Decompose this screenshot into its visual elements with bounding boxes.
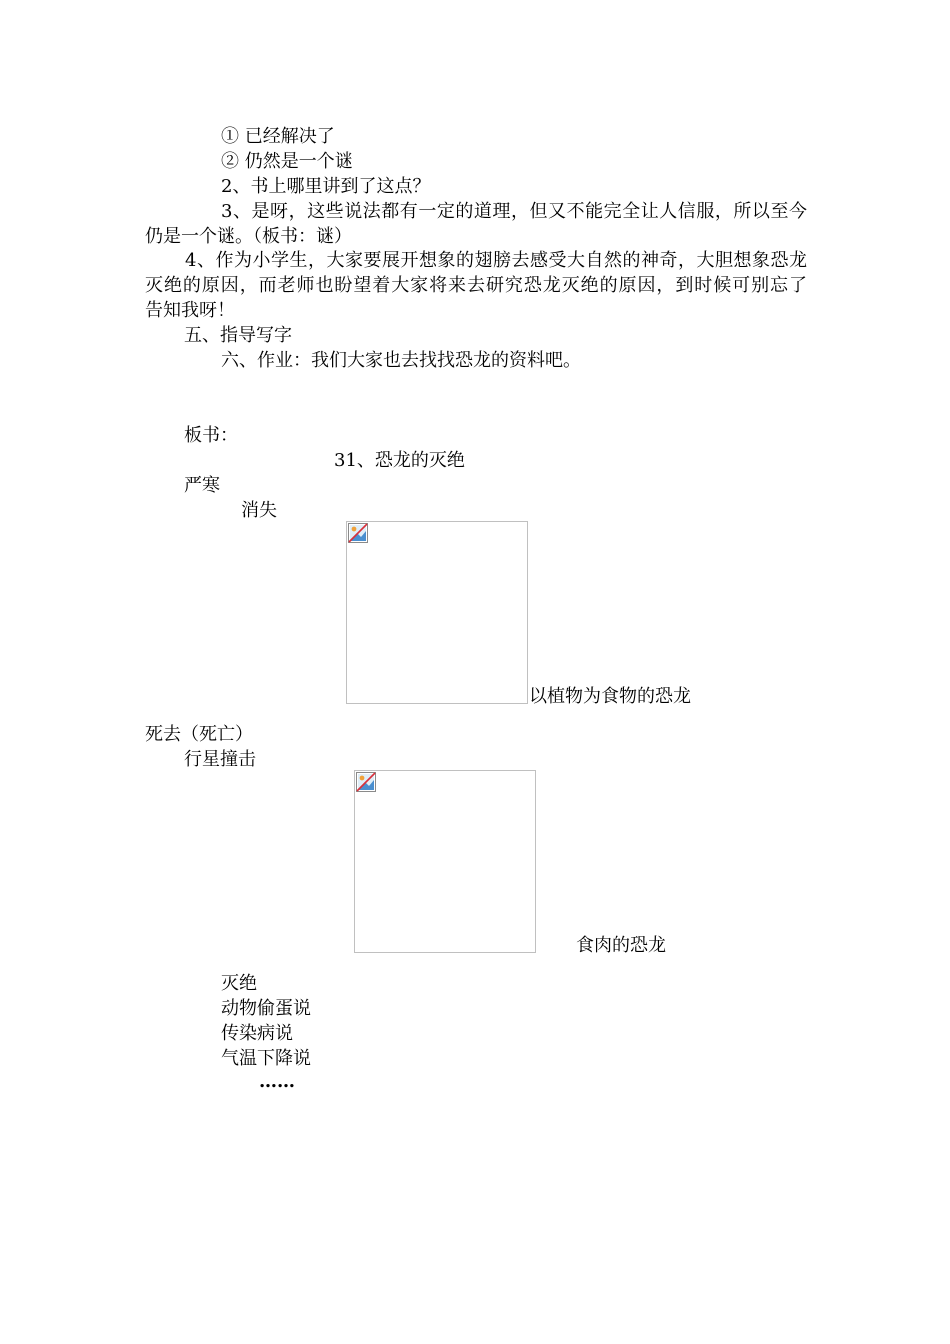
ellipsis: …… xyxy=(259,1071,295,1092)
board-carnivore: 食肉的恐龙 xyxy=(576,935,666,956)
theory-temperature: 气温下降说 xyxy=(221,1048,311,1069)
broken-image-icon xyxy=(356,772,376,792)
board-disappear: 消失 xyxy=(241,500,277,521)
question-2: 2、书上哪里讲到了这点？ xyxy=(221,176,431,197)
theory-disease: 传染病说 xyxy=(221,1023,293,1044)
section-6-homework: 六、作业：我们大家也去找找恐龙的资料吧。 xyxy=(221,350,581,371)
paragraph-3-line-2: 仍是一个谜。（板书：谜） xyxy=(145,226,352,247)
board-cold: 严寒 xyxy=(184,475,220,496)
theory-egg-stealing: 动物偷蛋说 xyxy=(221,998,311,1019)
broken-image-icon xyxy=(348,523,368,543)
paragraph-4-line-2: 灭绝的原因，而老师也盼望着大家将来去研究恐龙灭绝的原因，到时候可别忘了 xyxy=(145,275,807,296)
herbivore-image-placeholder xyxy=(346,521,528,704)
paragraph-4-line-3: 告知我呀！ xyxy=(145,300,235,321)
board-died: 死去（死亡） xyxy=(145,724,253,745)
paragraph-3-line-1: 3、是呀，这些说法都有一定的道理，但又不能完全让人信服，所以至今 xyxy=(221,201,807,222)
board-herbivore: 以植物为食物的恐龙 xyxy=(529,686,691,707)
option-mystery: ② 仍然是一个谜 xyxy=(221,151,353,172)
section-5-heading: 五、指导写字 xyxy=(184,325,292,346)
carnivore-image-placeholder xyxy=(354,770,536,953)
board-planet-impact: 行星撞击 xyxy=(184,749,256,770)
paragraph-4-line-1: 4、作为小学生，大家要展开想象的翅膀去感受大自然的神奇，大胆想象恐龙 xyxy=(185,250,807,271)
option-solved: ① 已经解决了 xyxy=(221,126,335,147)
board-extinct: 灭绝 xyxy=(221,973,257,994)
board-title: 31、恐龙的灭绝 xyxy=(334,450,465,471)
board-label: 板书： xyxy=(184,425,238,446)
